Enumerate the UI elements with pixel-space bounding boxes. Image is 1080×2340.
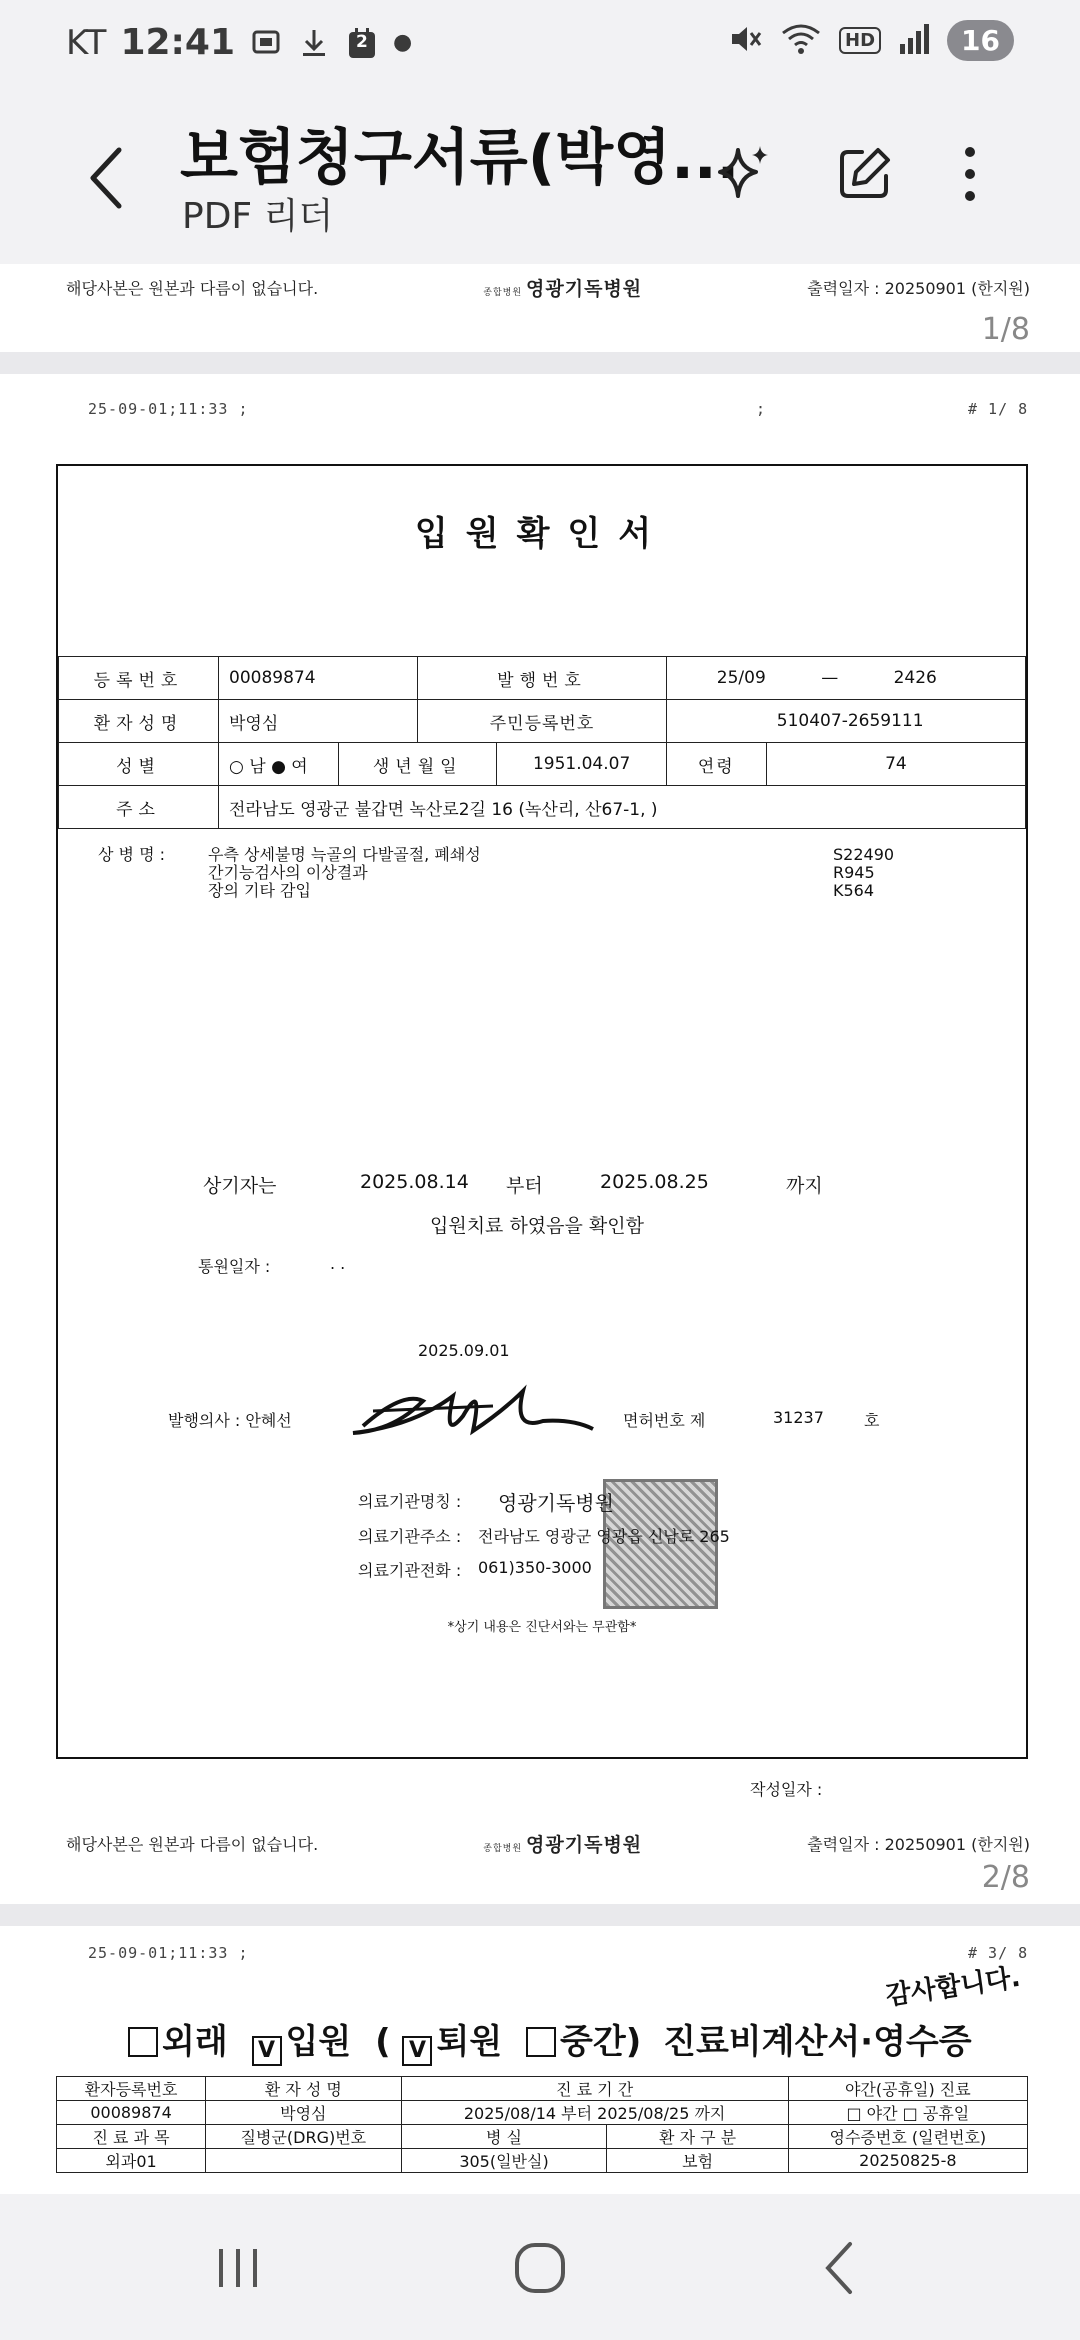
home-button[interactable]	[500, 2230, 580, 2306]
battery-level: 16	[947, 20, 1014, 61]
fax-header-right: # 3/ 8	[968, 1944, 1029, 1962]
license-label: 면허번호 제	[623, 1411, 706, 1430]
page-indicator: 1/8	[981, 312, 1030, 347]
doctor-label: 발행의사 : 안혜선	[168, 1411, 292, 1430]
footer-print-date: 출력일자 : 20250901 (한지원)	[807, 1835, 1030, 1854]
app-bar	[0, 92, 1080, 264]
footer-certified-copy: 해당사본은 원본과 다름이 없습니다.	[66, 279, 319, 298]
inst-name: 영광기독병원	[498, 1491, 614, 1515]
inst-name-label: 의료기관명칭 :	[358, 1492, 462, 1511]
sex-value: ○ 남 ● 여	[219, 743, 339, 786]
birth-value: 1951.04.07	[497, 743, 666, 786]
recents-icon	[213, 2243, 263, 2293]
visit-value: . .	[330, 1254, 346, 1273]
back-button[interactable]	[70, 128, 140, 228]
receipt-table	[56, 2076, 1028, 2173]
ai-assist-button[interactable]	[708, 138, 780, 210]
edit-button[interactable]	[828, 138, 900, 210]
diagnosis-code: R945	[833, 863, 875, 882]
inst-tel: 061)350-3000	[478, 1558, 592, 1577]
period-to-label: 까지	[786, 1175, 823, 1197]
addr-value: 전라남도 영광군 불갑면 녹산로2길 16 (녹산리, 산67-1, )	[219, 786, 1026, 829]
receipt-title: 외래 V 입원 ( V 퇴원 중간) 진료비계산서·영수증	[128, 2014, 972, 2066]
pdf-page-2	[0, 374, 1080, 1904]
written-date-label: 작성일자 :	[750, 1780, 823, 1799]
calendar-icon	[345, 26, 379, 60]
outpatient-checkbox	[128, 2027, 158, 2057]
id-label: 주민등록번호	[418, 700, 667, 743]
visit-label: 통원일자 :	[198, 1257, 271, 1276]
hospital-logo: 종합병원 영광기독병원	[483, 278, 643, 300]
thank-you-stamp: 감사합니다.	[883, 1962, 1022, 2012]
inst-addr: 전라남도 영광군 영광읍 신남로 265	[478, 1527, 730, 1546]
sex-label: 성별	[59, 743, 219, 786]
table-row: 00089874 박영심 2025/08/14 부터 2025/08/25 까지 □ 야간 □ 공휴일	[57, 2101, 1028, 2125]
fax-header-left: 25-09-01;11:33 ;	[88, 400, 249, 418]
inst-tel-label: 의료기관전화 :	[358, 1561, 462, 1580]
chevron-left-icon	[85, 146, 125, 210]
recent-apps-button[interactable]	[198, 2230, 278, 2306]
fax-header-mid: ;	[756, 400, 767, 418]
period-from: 2025.08.14	[360, 1171, 469, 1193]
diagnosis-item: 우측 상세불명 늑골의 다발골절, 폐쇄성	[208, 845, 481, 864]
dot-icon: ●	[393, 30, 413, 55]
disclaimer-note: *상기 내용은 진단서와는 무관함*	[447, 1620, 637, 1635]
issue-value: 25/09 — 2426	[666, 657, 1025, 700]
more-options-button[interactable]	[934, 138, 1006, 210]
app-subtitle: PDF 리더	[182, 196, 334, 237]
back-chevron-icon	[820, 2240, 860, 2296]
interim-checkbox	[526, 2027, 556, 2057]
table-row: 진 료 과 목 질병군(DRG)번호 병 실 환 자 구 분 영수증번호 (일련번호)	[57, 2125, 1028, 2149]
diagnosis-codes	[833, 846, 894, 900]
diagnosis-code: K564	[833, 881, 875, 900]
diagnosis-label: 상 병 명 :	[98, 845, 166, 864]
admission-certificate	[56, 464, 1028, 1759]
notification-count: 2	[356, 31, 368, 52]
signal-icon	[897, 22, 931, 60]
doctor-signature	[343, 1371, 603, 1451]
page-indicator: 2/8	[981, 1860, 1030, 1895]
reg-label: 등록번호	[59, 657, 219, 700]
status-bar	[0, 0, 1080, 92]
reg-value: 00089874	[219, 657, 418, 700]
screenshot-icon	[249, 26, 283, 60]
download-icon	[297, 26, 331, 60]
pdf-viewer[interactable]	[0, 264, 1080, 2194]
issue-label: 발행번호	[418, 657, 667, 700]
id-value: 510407-2659111	[666, 700, 1025, 743]
age-label: 연령	[666, 743, 766, 786]
wifi-icon	[779, 21, 823, 61]
fax-header-left: 25-09-01;11:33 ;	[88, 1944, 249, 1962]
patient-info-table	[58, 656, 1026, 829]
name-value: 박영심	[219, 700, 418, 743]
document-title: 보험청구서류(박영...	[180, 123, 740, 193]
diagnosis-item: 간기능검사의 이상결과	[208, 863, 368, 882]
navigation-bar	[0, 2194, 1080, 2340]
diagnosis-item: 장의 기타 감입	[208, 881, 311, 900]
birth-label: 생년월일	[339, 743, 497, 786]
edit-icon	[832, 142, 896, 206]
inpatient-checkbox: V	[252, 2036, 282, 2066]
discharge-checkbox: V	[402, 2036, 432, 2066]
period-prefix: 상기자는	[203, 1175, 277, 1197]
age-value: 74	[766, 743, 1025, 786]
period-from-label: 부터	[506, 1175, 543, 1197]
license-number: 31237	[773, 1408, 824, 1427]
diagnosis-code: S22490	[833, 845, 895, 864]
footer-certified-copy: 해당사본은 원본과 다름이 없습니다.	[66, 1835, 319, 1854]
more-vertical-icon	[960, 144, 980, 204]
table-row: 환자등록번호 환 자 성 명 진 료 기 간 야간(공휴일) 진료	[57, 2077, 1028, 2101]
diagnosis-block	[98, 845, 895, 900]
certificate-title: 입원확인서	[414, 514, 670, 554]
name-label: 환자성명	[59, 700, 219, 743]
page-footer	[66, 1830, 1030, 1857]
page-footer	[66, 274, 1030, 301]
table-row: 외과01 305(일반실) 보험 20250825-8	[57, 2149, 1028, 2173]
fax-header-right: # 1/ 8	[968, 400, 1029, 418]
pdf-page-1	[0, 264, 1080, 352]
carrier-label: KT	[66, 22, 107, 63]
inst-addr-label: 의료기관주소 :	[358, 1527, 462, 1546]
license-suffix: 호	[864, 1411, 880, 1430]
pdf-page-3	[0, 1926, 1080, 2194]
mute-icon	[727, 21, 763, 61]
footer-print-date: 출력일자 : 20250901 (한지원)	[807, 279, 1030, 298]
confirm-text: 입원치료 하였음을 확인함	[430, 1215, 644, 1237]
hospital-logo: 종합병원 영광기독병원	[483, 1834, 643, 1856]
clock: 12:41	[120, 22, 236, 63]
home-icon	[512, 2240, 568, 2296]
sparkle-icon	[712, 142, 776, 206]
period-to: 2025.08.25	[600, 1171, 709, 1193]
hd-badge: HD	[839, 27, 881, 54]
issue-date: 2025.09.01	[418, 1341, 510, 1360]
addr-label: 주소	[59, 786, 219, 829]
system-back-button[interactable]	[800, 2230, 880, 2306]
